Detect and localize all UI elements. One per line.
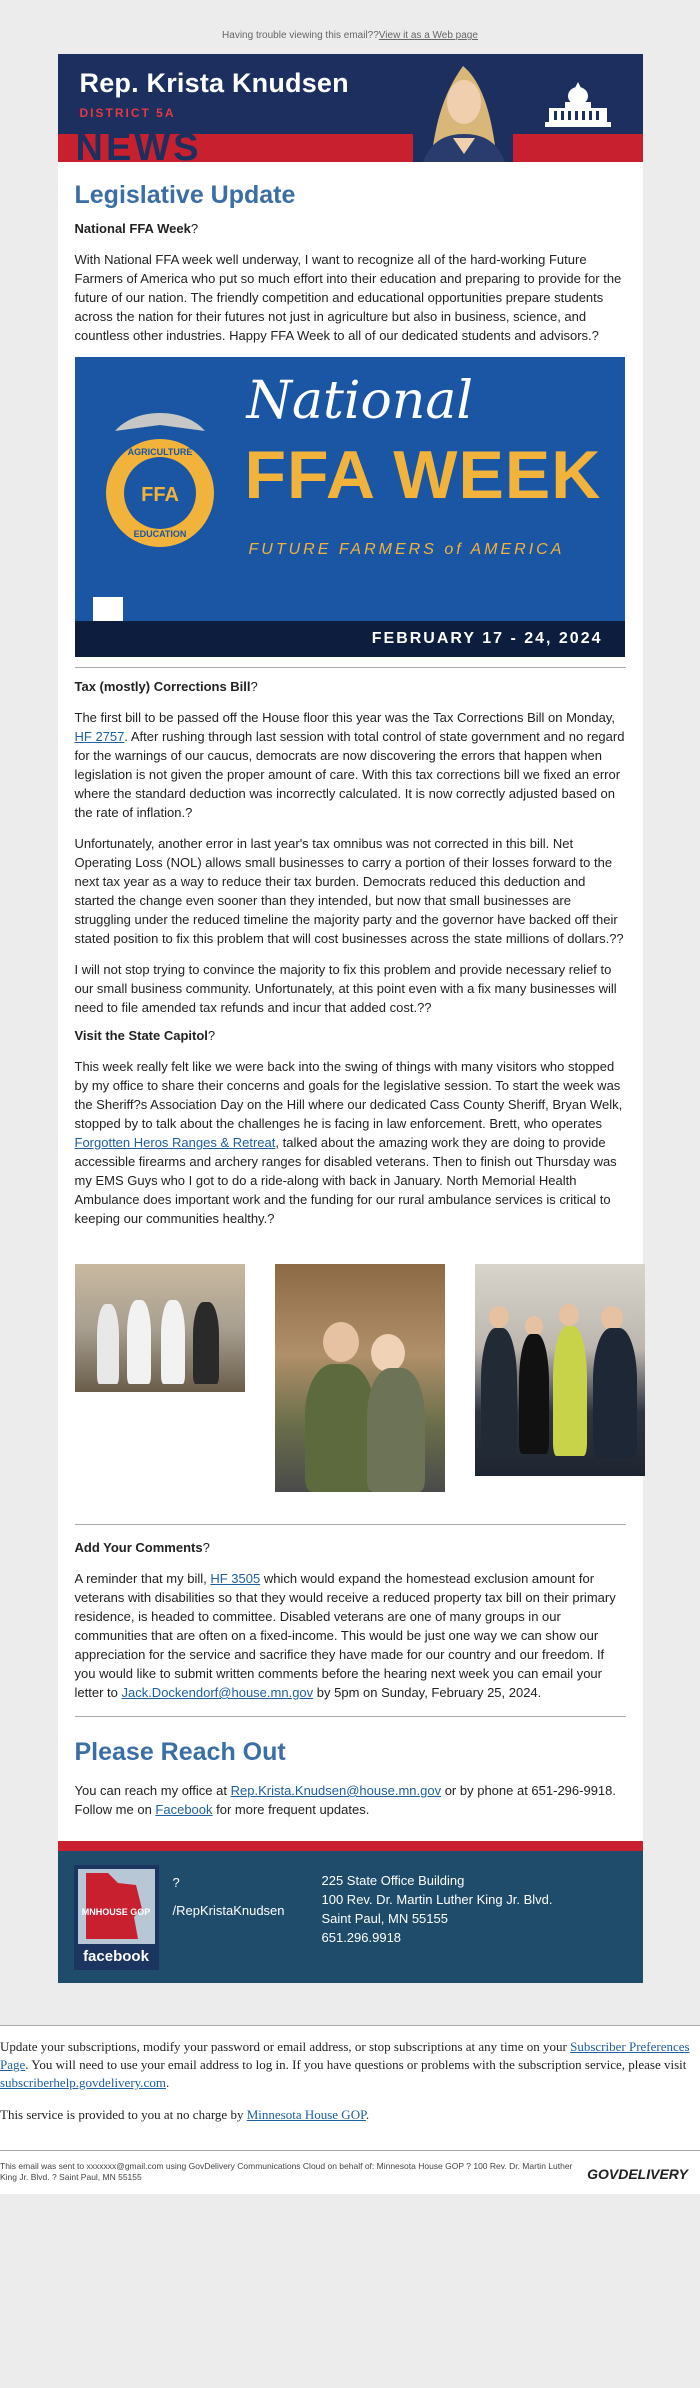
web-view-text: Having trouble viewing this email??	[222, 30, 379, 41]
reach-out-paragraph: You can reach my office at Rep.Krista.Knudsen@house.mn.gov or by phone at 651-296-9918. Follow me on Facebook for more frequent updates.	[74, 1783, 617, 1817]
office-address: 225 State Office Building 100 Rev. Dr. Martin Luther King Jr. Blvd. Saint Paul, MN 55155 651.296.9918	[321, 1873, 553, 1945]
ffa-dates: FEBRUARY 17 - 24, 2024	[371, 630, 603, 647]
ffa-paragraph: With National FFA week well underway, I want to recognize all of the hard-working Future Farmers of America who put so much effort into their education and preparing to provide for the future of our nation. The friendly competition and educational opportunities prepare students across the nation for their futures not just in agriculture but also in business, science, and countless other industries. Happy FFA Week to all of our dedicated students and advisors.?	[74, 252, 622, 343]
reach-out-title: Please Reach Out	[74, 1738, 286, 1766]
minnesota-house-gop-link[interactable]: Minnesota House GOP	[246, 2107, 366, 2122]
rep-name: Rep. Krista Knudsen	[79, 68, 349, 98]
office-email-link[interactable]: Rep.Krista.Knudsen@house.mn.gov	[230, 1783, 442, 1798]
portrait-photo	[413, 54, 513, 162]
capitol-heading: Visit the State Capitol?	[74, 1028, 216, 1043]
district-label: DISTRICT 5A	[79, 106, 176, 120]
svg-text:AGRICULTURE: AGRICULTURE	[127, 447, 192, 457]
divider	[75, 667, 626, 668]
news-label: NEWS	[75, 127, 202, 162]
photo-sheriffs-group	[75, 1264, 245, 1392]
photo-row	[75, 1264, 626, 1492]
comments-heading: Add Your Comments?	[74, 1540, 210, 1555]
svg-text:MNHOUSE GOP: MNHOUSE GOP	[81, 1907, 150, 1917]
legal-text: This email was sent to xxxxxxx@gmail.com using GovDelivery Communications Cloud on behalf of: Minnesota House GOP ? 100 Rev. Dr. Martin Luther King Jr. Blvd. ? Saint Paul, MN 55155	[0, 2161, 573, 2182]
capitol-icon	[545, 78, 611, 132]
newsletter-content	[58, 162, 643, 1819]
govdelivery-logo: GOVDELIVERY	[587, 2166, 688, 2182]
hf3505-link[interactable]: HF 3505	[210, 1571, 261, 1586]
header-banner	[58, 54, 643, 162]
ffa-tagline: FUTURE FARMERS of AMERICA	[248, 541, 565, 558]
svg-text:EDUCATION: EDUCATION	[133, 529, 186, 539]
ffa-week-graphic	[75, 357, 625, 657]
divider	[75, 1524, 626, 1525]
svg-text:FFA: FFA	[140, 484, 179, 506]
email-card	[58, 54, 643, 2001]
photo-veteran-visit	[275, 1264, 445, 1492]
comments-paragraph: A reminder that my bill, HF 3505 which would expand the homestead exclusion amount for veterans with disabilities so that they would receive a reduced property tax bill on their primary residence, is headed to committee. Disabled veterans are one of many groups in our communities that are often on a fixed-income. This would be just one way we can show our appreciation for the service and sacrifice they have made for our country and our freedom. If you would like to submit written comments before the hearing next week you can email your letter to Jack.Dockendorf@house.mn.gov by 5pm on Sunday, February 25, 2024.	[74, 1571, 616, 1700]
footer-red-band	[58, 1841, 643, 1851]
facebook-link[interactable]: Facebook	[155, 1802, 213, 1817]
web-view-note	[0, 0, 700, 54]
ffa-week-text: FFA WEEK	[244, 437, 602, 513]
web-view-link[interactable]: View it as a Web page	[378, 30, 478, 41]
ffa-national-text: National	[246, 371, 473, 431]
photo-ems-group	[475, 1264, 645, 1476]
subscription-footer	[0, 2025, 700, 2194]
ffa-heading: National FFA Week?	[74, 221, 199, 236]
footer-question-mark: ?	[172, 1875, 180, 1890]
provided-by-text: This service is provided to you at no charge by Minnesota House GOP.	[0, 2107, 370, 2122]
minnesota-map-icon	[78, 1869, 155, 1944]
subscriber-preferences-link[interactable]: Subscriber Preferences Page	[0, 2039, 690, 2072]
subscription-text: Update your subscriptions, modify your password or email address, or stop subscriptions at any time on your Subscriber Preferences Page. You will need to use your email address to log in. If you have questions or problems with the subscription service, please visit subscriberhelp.govdelivery.com.	[0, 2025, 700, 2092]
tax-heading: Tax (mostly) Corrections Bill?	[74, 679, 258, 694]
forgotten-heros-link[interactable]: Forgotten Heros Ranges & Retreat	[74, 1135, 276, 1150]
legal-footer	[0, 2150, 700, 2194]
hf2757-link[interactable]: HF 2757	[74, 729, 125, 744]
ffa-emblem-icon	[95, 401, 225, 551]
facebook-wordmark: facebook	[83, 1948, 149, 1965]
legislative-update-title: Legislative Update	[74, 181, 296, 209]
capitol-paragraph: This week really felt like we were back into the swing of things with many visitors who stopped by my office to share their concerns and goals for the legislative session. To start the week was the Sheriff?s Association Day on the Hill where our dedicated Cass County Sheriff, Bryan Welk, stopped by to talk about the challenges he is facing in law enforcement. Brett, who operates Forgotten Heros Ranges & Retreat, talked about the amazing work they are doing to provide accessible firearms and archery ranges for disabled veterans. Then to finish out Thursday was my EMS Guys who I got to do a ride-along with back in January. North Memorial Health Ambulance does important work and the funding for our rural ambulance services is critical to keeping our communities healthy.?	[74, 1059, 623, 1226]
mn-house-gop-facebook-logo[interactable]	[74, 1865, 159, 1970]
tax-paragraph-2: Unfortunately, another error in last year's tax omnibus was not corrected in this bill. Net Operating Loss (NOL) allows small businesses to carry a portion of their losses forward to the next tax year as a way to reduce their tax burden. Democrats reduced this deduction and started the change even sooner than they intended, but now that small businesses are struggling under the reduced timeline the majority party and the governor have backed off their stated position to fix this problem that will cost businesses across the state millions of dollars.??	[74, 836, 624, 946]
tax-paragraph-1: The first bill to be passed off the House floor this year was the Tax Corrections Bill on Monday, HF 2757. After rushing through last session with total control of state government and no regard for the warnings of our caucus, democrats are now discovering the errors that happen when legislation is not given the proper amount of care. With this tax corrections bill we fixed an error where the standard deduction was incorrectly calculated. It is now correctly adjusted based on the rate of inflation.?	[74, 710, 625, 820]
tax-paragraph-3: I will not stop trying to convince the majority to fix this problem and provide necessary relief to our small business community. Unfortunately, at this point even with a fix many businesses will need to file amended tax refunds and incur that added cost.??	[74, 962, 617, 1015]
subscriber-help-link[interactable]: subscriberhelp.govdelivery.com	[0, 2075, 166, 2090]
dockendorf-email-link[interactable]: Jack.Dockendorf@house.mn.gov	[121, 1685, 314, 1700]
footer-contact	[58, 1851, 643, 1983]
facebook-handle: /RepKristaKnudsen	[172, 1903, 285, 1918]
